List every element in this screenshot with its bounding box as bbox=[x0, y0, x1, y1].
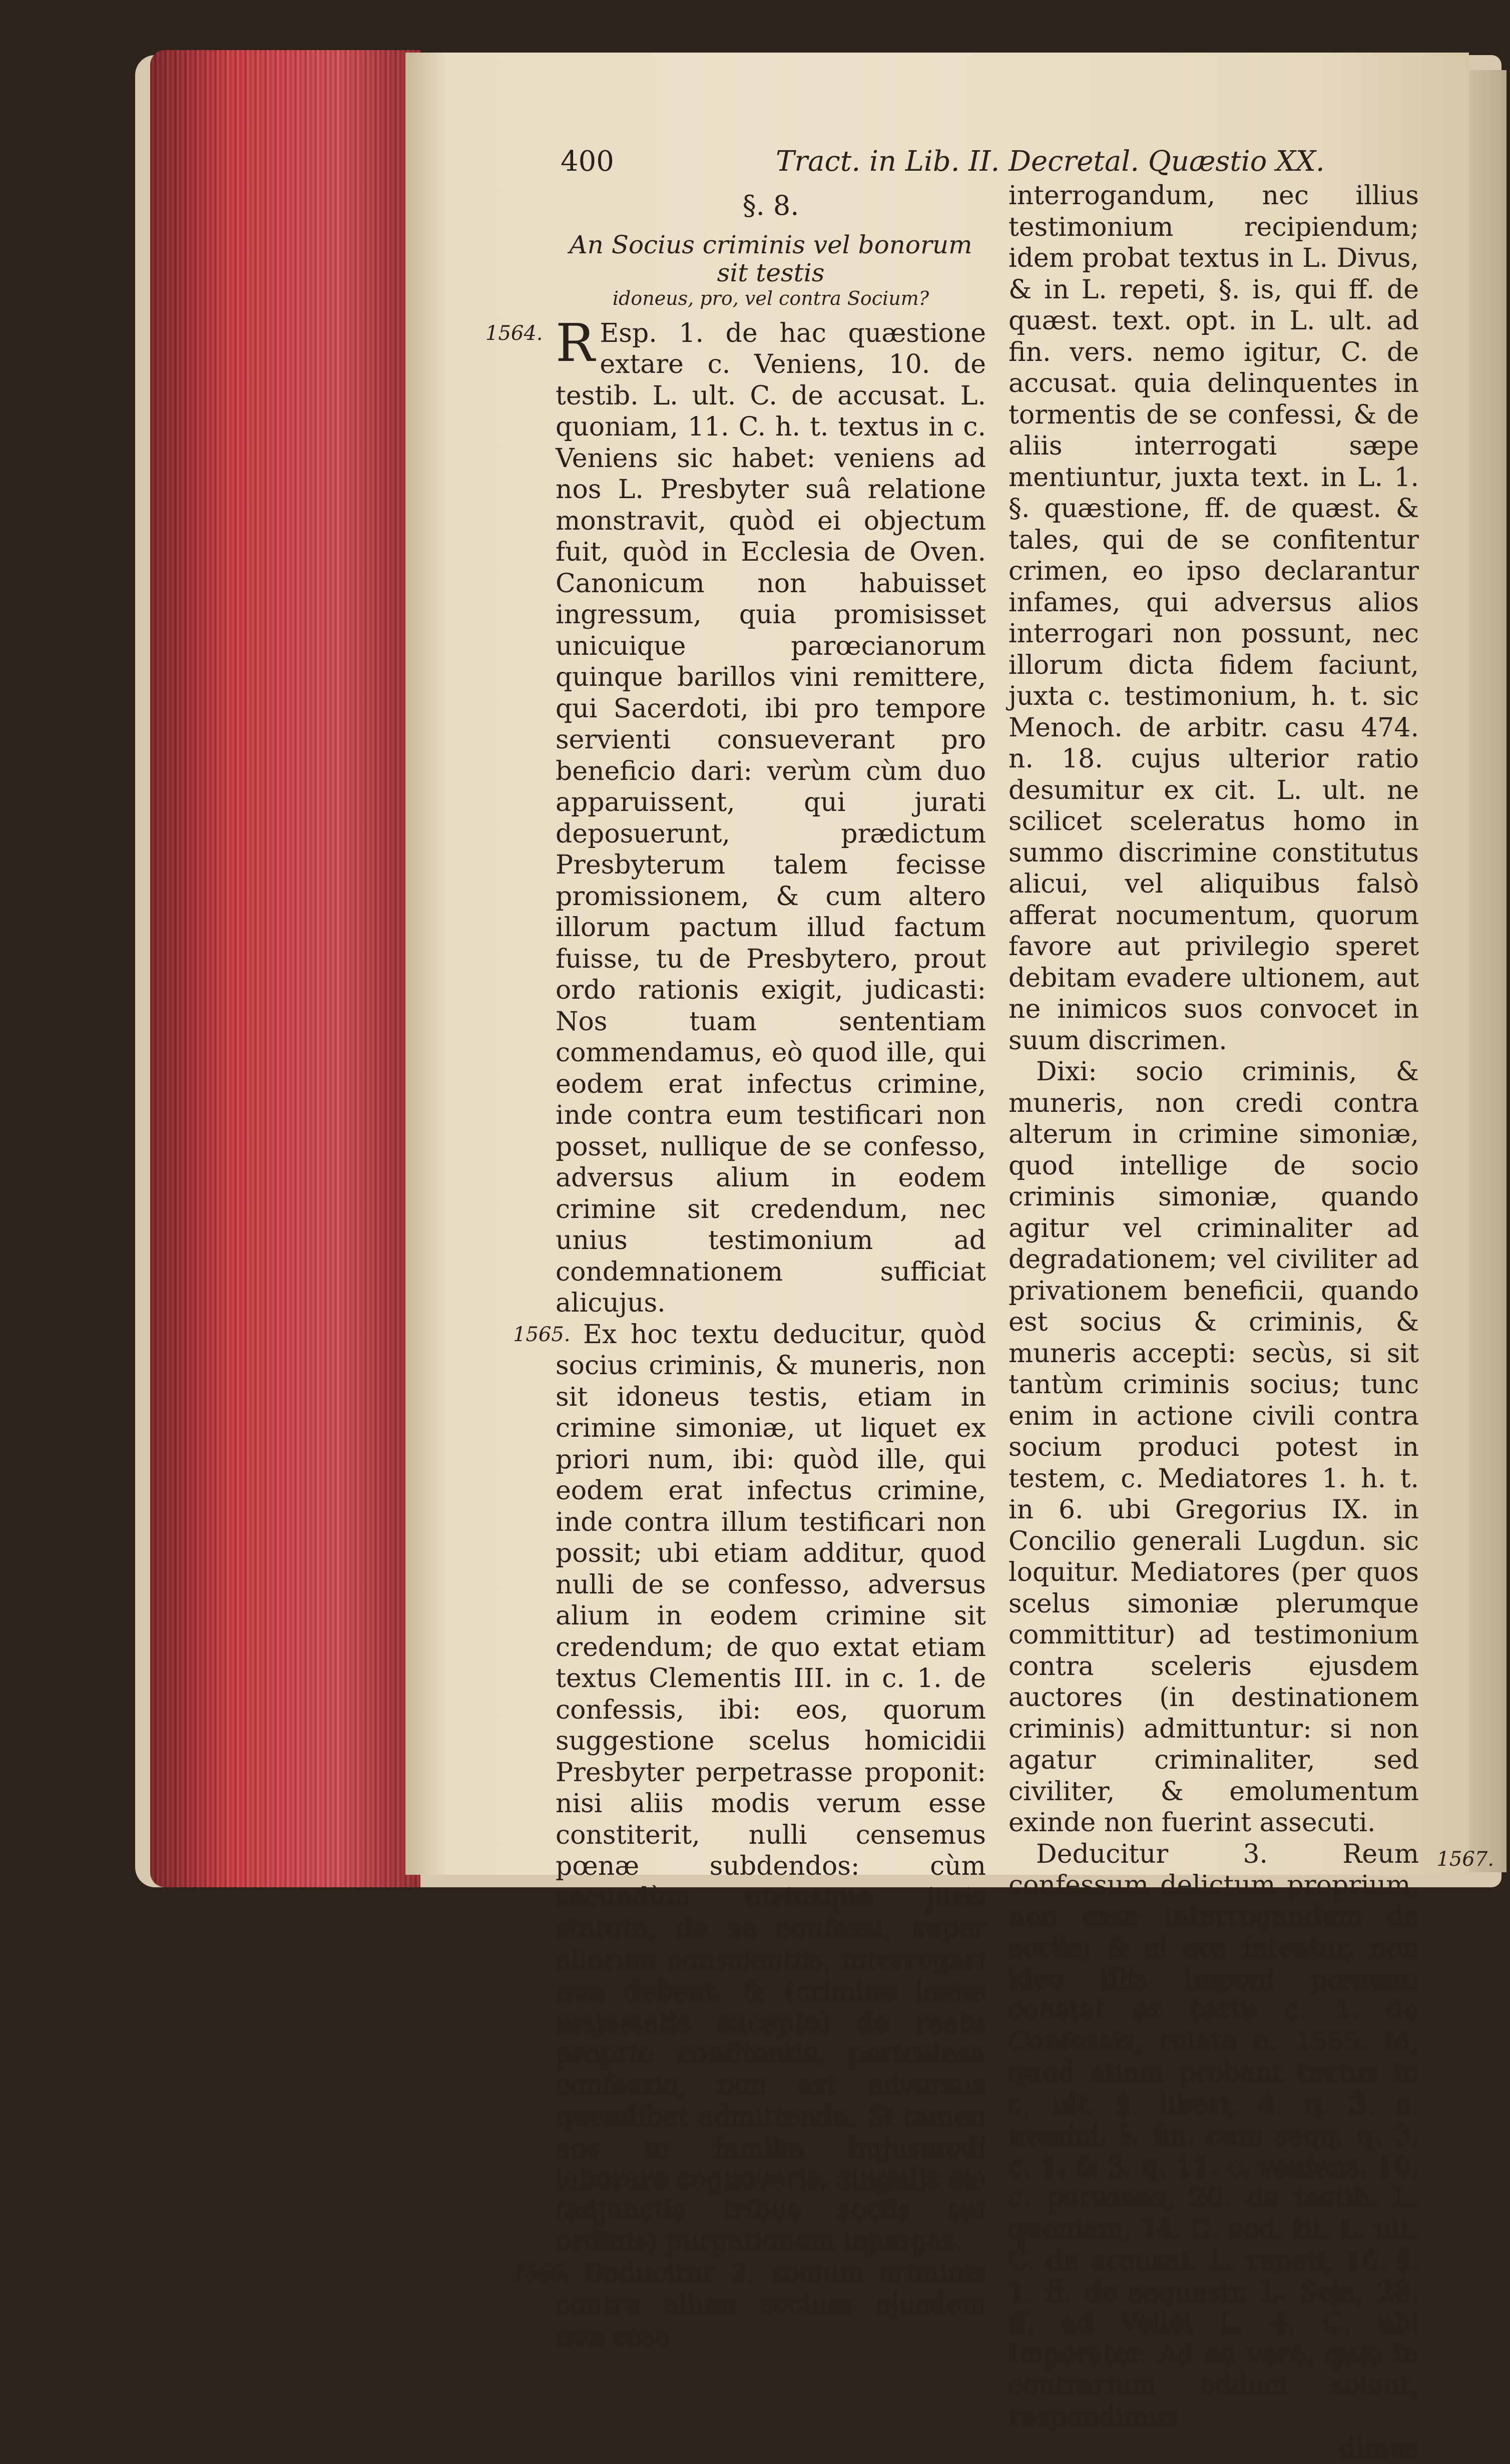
marginal-number: 1565. bbox=[485, 1319, 571, 1351]
page-number: 400 bbox=[561, 145, 614, 178]
paragraph-text: Deducitur 3. Reum confessum delictum proprium, non esse interrogandum de sociis; & si eos fateatur, non ideo illis imponi pœnam; constat ex textu c. 1. de Confessis, relato n. 1565. id, quod etiam probant textus in c, ult. §. liberi, 4. q. 3. c. nemini, §. fin. cum seqq. q. 3. c. 1. & 3. q. 11. c. veniens, 10. c. personas, 20. de testib. L. quoniam, 14. C. eod. tit. L. ult. C. de accusat. L. repeti, 16. §. 1. ff. de sequestr. L. Seja, 28. ff. ad Vellei L. 4. C. ubi Imperator. Ad ea verò, quæ in contrarium adduci solent, respondimus bbox=[1009, 1839, 1419, 2432]
drop-cap: R bbox=[556, 323, 595, 363]
marginal-number: 1564. bbox=[485, 318, 543, 349]
paragraph-text: Ex hoc textu deducitur, quòd socius criminis, & muneris, non sit idoneus testis, etiam in crimine simoniæ, ut liquet ex priori num, ibi: quòd ille, qui eodem erat infectus crimine, inde contra illum testificari non possit; ubi etiam additur, quod nulli de se confesso, adversus alium in eodem crimine sit credendum; de quo extat etiam textus Clementis III. in c. 1. de confessis, ibi: eos, quorum suggestione scelus homicidii Presbyter perpetrasse proponit: nisi aliis modis verum esse constiterit, nulli censemus pœnæ subdendos: cùm secundùm utriusque juris statuta, de se confessi, super aliorum conscientiis, interrogari non debent, & (crimine læsæ majestatis excepto) de reatu proprio confitentis, periculosa confessio, non est adversus quemlibet admittenda. Si tamen eos in familia hujusmodi laborare cognoveris, singulis eis (adjunctis tribus sociis sui ordinis) purgationem injungas. bbox=[556, 1320, 986, 2257]
paragraph-dixi bbox=[1009, 1056, 1419, 1839]
catchword: dimus bbox=[1339, 2433, 1419, 2464]
page-edges-shading bbox=[150, 50, 420, 1887]
question-title: An Socius criminis vel bonorum sit testis bbox=[556, 231, 986, 287]
right-column bbox=[1009, 180, 1419, 2433]
left-column bbox=[556, 180, 986, 2351]
paragraph-text: Esp. 1. de hac quæstione extare c. Veniens, 10. de testib. L. ult. C. de accusat. L. quoniam, 11. C. h. t. textus in c. Veniens sic habet: veniens ad nos L. Presbyter suâ relatione monstravit, quòd ei objectum fuit, quòd in Ecclesia de Oven. Canonicum non habuisset ingressum, quia promisisset unicuique parœcianorum quinque barillos vini remittere, qui Sacerdoti, ibi pro tempore servienti consueverant pro beneficio dari: verùm cùm duo apparuissent, qui jurati deposuerunt, prædictum Presbyterum talem fecisse promissionem, & cum altero illorum pactum illud factum fuisse, tu de Presbytero, prout ordo rationis exigit, judicasti: Nos tuam sententiam commendamus, eò quod ille, qui eodem erat infectus crimine, inde contra eum testificari non posset, nullique de se confesso, adversus alium in eodem crimine sit credendum, nec unius testimonium ad condemnationem sufficiat alicujus. bbox=[556, 318, 986, 1319]
paragraph-1565 bbox=[556, 1319, 986, 2258]
section-mark: §. 8. bbox=[556, 190, 986, 222]
question-subtitle: idoneus, pro, vel contra Socium? bbox=[556, 287, 986, 310]
running-head bbox=[541, 145, 1416, 185]
paragraph-continued bbox=[1009, 180, 1419, 1056]
facing-page-edge bbox=[1466, 70, 1506, 1872]
paragraph-text: Deducitur 2. socium criminis contra alium socium ejusdem non esse bbox=[556, 2258, 986, 2351]
marginal-number: 1566. bbox=[485, 2258, 571, 2289]
running-title: Tract. in Lib. II. Decretal. Quæstio XX. bbox=[776, 145, 1325, 178]
paragraph-text: Dixi: socio criminis, & muneris, non credi contra alterum in crimine simoniæ, quod intellige de socio criminis simoniæ, quando agitur vel criminaliter ad degradationem; vel civiliter ad privationem beneficii, quando est socius & criminis, & muneris accepti: secùs, si sit tantùm criminis socius; tunc enim in actione civili contra socium produci potest in testem, c. Mediatores 1. h. t. in 6. ubi Gregorius IX. in Concilio generali Lugdun. sic loquitur. Mediatores (per quos scelus simoniæ plerumque committitur) ad testimonium contra sceleris ejusdem auctores (in destinationem criminis) admittuntur: si non agatur criminaliter, sed civiliter, & emolumentum exinde non fuerint assecuti. bbox=[1009, 1057, 1419, 1838]
paragraph-1564 bbox=[556, 318, 986, 1319]
paragraph-1566 bbox=[556, 2258, 986, 2352]
marginal-number: 1567. bbox=[1409, 1844, 1494, 1875]
paragraph-text: interrogandum, nec illius testimonium recipiendum; idem probat textus in L. Divus, & in L. repeti, §. is, qui ff. de quæst. text. opt. in L. ult. ad fin. vers. nemo igitur, C. de accusat. quia delinquentes in tormentis de se confessi, & de aliis interrogati sæpe mentiuntur, juxta text. in L. 1. §. quæstione, ff. de quæst. & tales, qui de se confitentur crimen, eo ipso declarantur infames, qui adversus alios interrogari non possunt, nec illorum dicta fidem faciunt, juxta c. testimonium, h. t. sic Menoch. de arbitr. casu 474. n. 18. cujus ulterior ratio desumitur ex cit. L. ult. ne scilicet sceleratus homo in summo discrimine constitutus alicui, vel aliquibus falsò afferat nocumentum, quorum favore aut privilegio speret debitam evadere ultionem, aut ne inimicos suos convocet in suum discrimen. bbox=[1009, 181, 1419, 1056]
paragraph-1567 bbox=[1009, 1839, 1419, 2433]
